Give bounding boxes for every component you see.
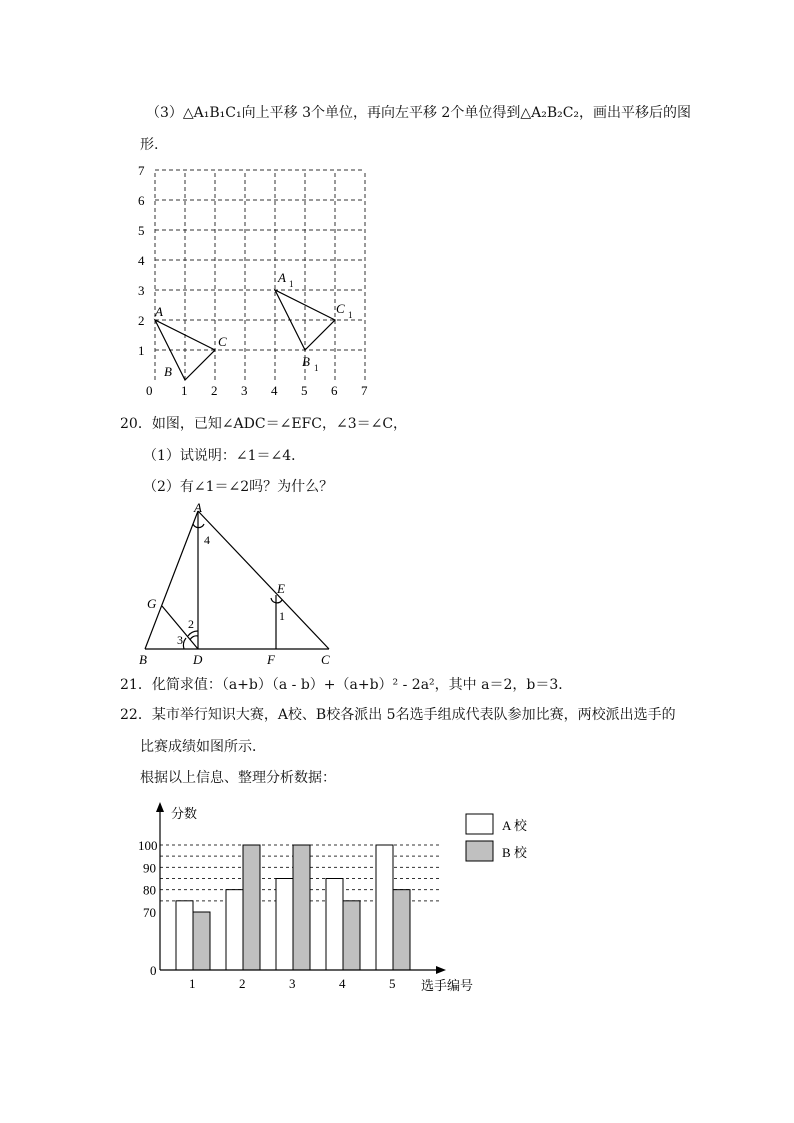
label-e: E (277, 581, 285, 596)
legend-label-a: A 校 (502, 818, 527, 833)
y-tick-label: 1 (138, 343, 145, 358)
x-tick-label: 4 (271, 383, 278, 398)
q20-stem: 20．如图，已知∠ADC＝∠EFC，∠3＝∠C， (120, 416, 408, 432)
q19-part3-line1: （3）△A₁B₁C₁向上平移 3个单位，再向左平移 2个单位得到△A₂B₂C₂，画出平移后的图 (146, 105, 692, 121)
bar-b-1 (193, 912, 210, 970)
legend-swatch-b (466, 841, 493, 861)
q22-line3: 根据以上信息、整理分析数据： (140, 770, 336, 786)
y-tick-label: 7 (138, 163, 145, 178)
y-tick-label: 6 (138, 193, 145, 208)
x-tick-label: 2 (211, 383, 218, 398)
x-tick-label: 1 (181, 383, 188, 398)
q22-line2: 比赛成绩如图所示． (140, 739, 266, 755)
bar-a-2 (226, 890, 243, 970)
x-tick-label: 1 (189, 976, 196, 991)
label-a: A (194, 500, 202, 515)
label-c1-sub: 1 (348, 310, 353, 320)
angle-1-label: 1 (279, 609, 285, 623)
label-f: F (267, 652, 275, 667)
bar-a-4 (326, 879, 343, 970)
label-a: A (155, 304, 163, 319)
legend-label-b: B 校 (502, 845, 527, 860)
x-tick-label: 6 (331, 383, 338, 398)
x-tick-label: 3 (241, 383, 248, 398)
label-c: C (321, 652, 330, 667)
label-c1: C (336, 301, 345, 316)
y-tick-label: 90 (143, 860, 156, 876)
bar-chart (138, 802, 528, 993)
y-tick-label: 70 (143, 905, 156, 920)
label-g: G (147, 596, 157, 611)
x-tick-label: 7 (361, 383, 368, 398)
y-tick-label: 2 (138, 313, 145, 328)
coordinate-grid (138, 163, 368, 398)
bar-a-3 (276, 879, 293, 970)
angle-2-label: 2 (188, 617, 194, 631)
angle-3-label: 3 (177, 633, 183, 647)
bar-a-5 (376, 845, 393, 970)
label-c: C (218, 334, 227, 349)
y-axis-arrow (156, 802, 164, 812)
bar-b-3 (293, 845, 310, 970)
x-tick-label: 5 (301, 383, 308, 398)
bar-b-4 (343, 901, 360, 970)
q19-part3-line2: 形. (140, 137, 159, 153)
segment-ac (198, 511, 329, 649)
q22-line1: 22．某市举行知识大赛，A校、B校各派出 5名选手组成代表队参加比赛，两校派出选手的 (120, 707, 676, 723)
angle-4-label: 4 (204, 533, 210, 547)
q20-part2: （2）有∠1＝∠2吗？为什么？ (143, 479, 334, 495)
legend-swatch-a (466, 814, 493, 834)
x-axis-label: 选手编号 (421, 978, 474, 993)
bar-b-2 (243, 845, 260, 970)
x-tick-label: 0 (146, 383, 153, 398)
x-tick-label: 2 (239, 976, 246, 991)
y-tick-label: 5 (138, 223, 145, 238)
label-b1-sub: 1 (314, 363, 319, 373)
geometry-figure (145, 511, 329, 649)
label-b: B (139, 652, 147, 667)
y-tick-label: 4 (138, 253, 145, 268)
bar-a-1 (176, 901, 193, 970)
q21-text: 21．化简求值：（a+b）（a - b）+（a+b）² - 2a²，其中 a＝2，b＝3． (120, 677, 573, 693)
q20-part1: （1）试说明：∠1＝∠4． (143, 448, 306, 464)
label-a1-sub: 1 (289, 279, 294, 289)
label-d: D (193, 652, 203, 667)
y-tick-label: 100 (138, 838, 158, 854)
x-axis-arrow (436, 966, 446, 974)
bar-b-5 (393, 890, 410, 970)
label-b1: B (302, 354, 310, 369)
y-tick-label: 80 (143, 882, 156, 898)
y-axis-label: 分数 (171, 806, 198, 821)
label-a1: A (278, 270, 286, 285)
label-b: B (164, 364, 172, 379)
y-tick-label: 0 (150, 963, 157, 978)
x-tick-label: 4 (339, 976, 346, 991)
x-tick-label: 3 (289, 976, 296, 991)
y-tick-label: 3 (138, 283, 145, 298)
angle-3-arc (183, 638, 186, 649)
x-tick-label: 5 (389, 976, 396, 991)
